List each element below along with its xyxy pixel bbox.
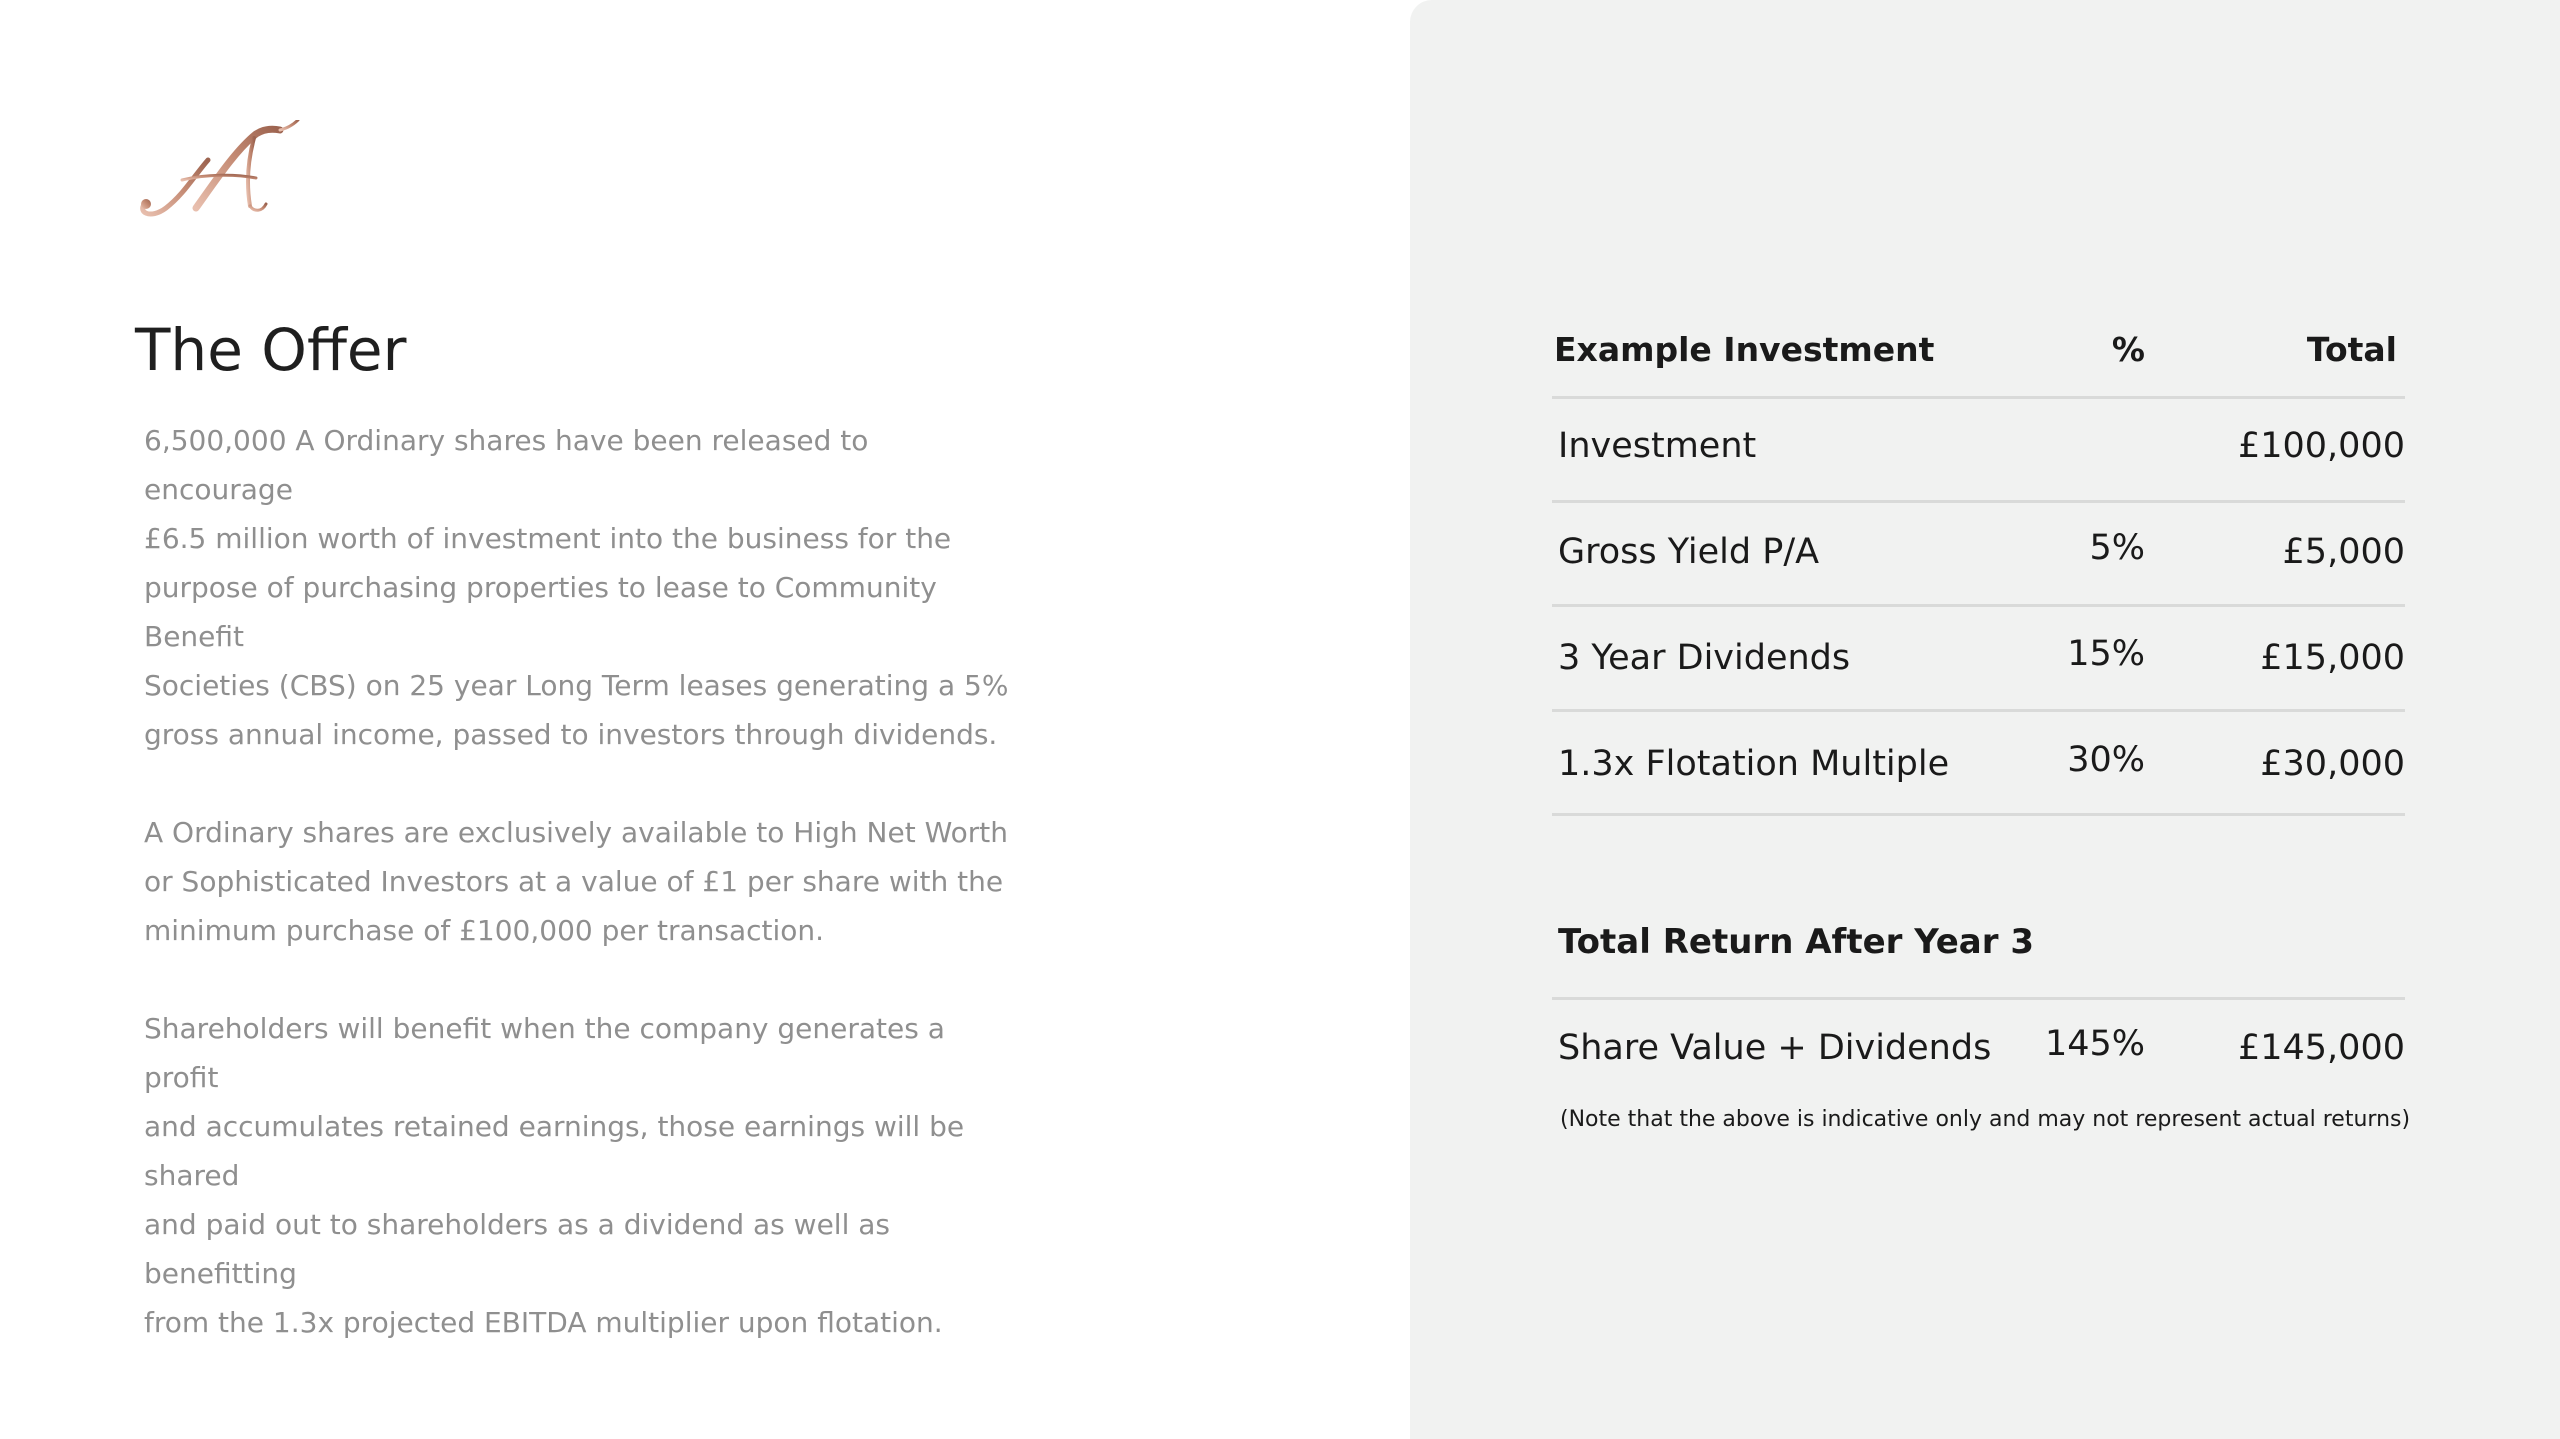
divider — [1552, 813, 2405, 816]
row-label: 1.3x Flotation Multiple — [1558, 744, 1950, 784]
logo — [136, 120, 316, 220]
summary-percent: 145% — [2044, 1024, 2145, 1064]
disclaimer-note: (Note that the above is indicative only and may not represent actual returns) — [1560, 1107, 2411, 1132]
example-investment-table — [1552, 0, 2411, 1439]
row-label: 3 Year Dividends — [1558, 638, 1851, 678]
row-label: Investment — [1558, 426, 1757, 466]
page-title: The Offer — [135, 316, 407, 384]
summary-total: £145,000 — [2237, 1028, 2405, 1068]
paragraph-shareholder-benefits: Shareholders will benefit when the company generates a profit and accumulates retained earnings, those earnings will be shared and paid out to shareholders as a dividend as well as benefitting from the 1.3x projected EBITDA multiplier upon flotation. — [144, 1012, 965, 1339]
paragraph-shares-release: 6,500,000 A Ordinary shares have been released to encourage £6.5 million worth of investment into the business for the purpose of purchasing properties to lease to Community Benefit Societies (CBS) on 25 year Long Term leases generating a 5% gross annual income, passed to investors through dividends. — [144, 424, 1009, 751]
summary-label: Share Value + Dividends — [1558, 1028, 1992, 1068]
divider — [1552, 396, 2405, 399]
divider — [1552, 500, 2405, 503]
header-percent: % — [2111, 330, 2145, 369]
divider — [1552, 604, 2405, 607]
row-percent: 30% — [2067, 740, 2145, 780]
header-example-investment: Example Investment — [1554, 330, 1935, 369]
divider — [1552, 997, 2405, 1000]
offer-description — [144, 416, 1014, 1396]
logo-script-a-icon — [136, 120, 316, 220]
row-percent: 15% — [2067, 634, 2145, 674]
row-total: £5,000 — [2282, 532, 2405, 572]
paragraph-eligibility: A Ordinary shares are exclusively available to High Net Worth or Sophisticated Investors at a value of £1 per share with the minimum purchase of £100,000 per transaction. — [144, 816, 1008, 947]
row-label: Gross Yield P/A — [1558, 532, 1820, 572]
summary-heading: Total Return After Year 3 — [1558, 922, 2035, 962]
row-total: £15,000 — [2260, 638, 2405, 678]
row-total: £100,000 — [2237, 426, 2405, 466]
divider — [1552, 709, 2405, 712]
header-total: Total — [2306, 330, 2397, 369]
row-total: £30,000 — [2260, 744, 2405, 784]
row-percent: 5% — [2089, 528, 2145, 568]
